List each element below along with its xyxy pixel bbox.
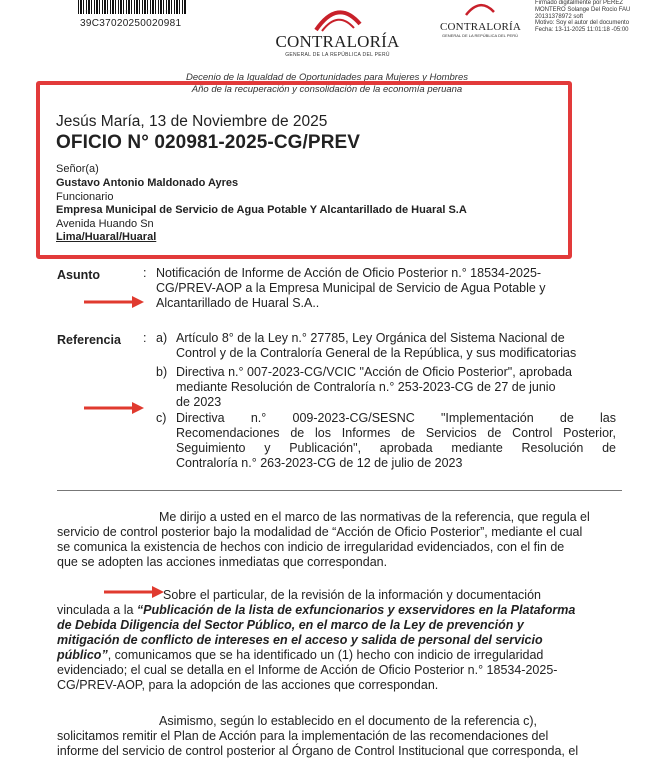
- asunto-line: CG/PREV-AOP a la Empresa Municipal de Servicio de Agua Potable y: [156, 281, 546, 295]
- small-logo-subtitle: GENERAL DE LA REPÚBLICA DEL PERÚ: [442, 33, 518, 38]
- ref-line: mediante Resolución de Contraloría n.° 253-2023-CG de 27 de junio: [176, 380, 556, 394]
- signature-line: Motivo: Soy el autor del documento: [535, 20, 630, 27]
- recipient-salutation: Señor(a): [56, 163, 99, 175]
- para-text: , comunicamos que se ha identificado un (1) hecho con indicio de irregularidad: [107, 648, 544, 662]
- para-line: de Debida Diligencia del Sector Público, en el marco de la Ley de prevención y: [57, 618, 524, 632]
- arrow-icon: [84, 296, 144, 308]
- ref-item-c: [176, 411, 616, 471]
- para-text: vinculada a la: [57, 603, 137, 617]
- recipient-name: Gustavo Antonio Maldonado Ayres: [56, 177, 239, 189]
- letter-date: Jesús María, 13 de Noviembre de 2025: [56, 113, 328, 130]
- para-line: solicitamos remitir el Plan de Acción para la implementación de las recomendaciones del: [57, 729, 549, 743]
- publication-title: “Publicación de la lista de exfuncionarios y exservidores en la Plataforma: [136, 603, 576, 617]
- ref-line: Artículo 8° de la Ley n.° 27785, Ley Orgánica del Sistema Nacional de: [176, 331, 565, 345]
- ref-line: Directiva n.° 007-2023-CG/VCIC "Acción de Oficio Posterior", aprobada: [176, 365, 572, 379]
- divider: [57, 490, 622, 491]
- ref-marker-a: a): [156, 331, 168, 345]
- recipient-address: Avenida Huando Sn: [56, 218, 154, 230]
- ref-line: Control y de la Contraloría General de la República, y sus modificatorias: [176, 346, 577, 360]
- small-logo-swoosh-icon: [462, 0, 498, 16]
- logo-subtitle: GENERAL DE LA REPÚBLICA DEL PERÚ: [285, 52, 390, 58]
- logo-swoosh-icon: [308, 4, 368, 34]
- para-line: [57, 648, 622, 663]
- asunto-line: Alcantarillado de Huaral S.A..: [156, 296, 320, 310]
- para-line: Me dirijo a usted en el marco de las normativas de la referencia, que regula el: [159, 510, 590, 524]
- asunto-text: [156, 266, 616, 311]
- ref-line: Directiva n.° 009-2023-CG/SESNC "Implementación de las: [176, 411, 616, 425]
- ref-line: Contraloría n.° 263-2023-CG de 12 de julio de 2023: [176, 456, 463, 470]
- barcode: [78, 0, 186, 14]
- ref-line: de 2023: [176, 395, 222, 409]
- ref-marker-c: c): [156, 411, 167, 425]
- asunto-label: Asunto: [57, 268, 101, 282]
- para-line: [57, 603, 622, 618]
- barcode-number: 39C37020250020981: [80, 18, 182, 29]
- decenio-line: Decenio de la Igualdad de Oportunidades para Mujeres y Hombres: [186, 72, 468, 83]
- digital-signature: [535, 0, 653, 34]
- ref-marker-b: b): [156, 365, 168, 379]
- signature-line: MONTERO Solange Del Rocio FAU: [535, 6, 631, 13]
- ref-item-a: [176, 331, 616, 361]
- para-line: se comunica la existencia de hechos con indicio de irregularidad evidenciados, con el fin de: [57, 540, 565, 554]
- referencia-colon: :: [143, 331, 147, 345]
- paragraph-2: [57, 588, 622, 693]
- logo-name: CONTRALORÍA: [275, 32, 400, 51]
- recipient-entity: Empresa Municipal de Servicio de Agua Potable Y Alcantarillado de Huaral S.A: [56, 204, 467, 216]
- small-logo-name: CONTRALORÍA: [440, 21, 522, 33]
- para-line: evidenciado; el cual se detalla en el Informe de Acción de Oficio Posterior n.° 18534-2025-: [57, 663, 558, 677]
- para-line: Asimismo, según lo establecido en el documento de la referencia c),: [159, 714, 537, 728]
- para-line: Sobre el particular, de la revisión de la información y documentación: [163, 588, 541, 602]
- ref-line: Recomendaciones de los Informes de Servicios de Control Posterior,: [176, 426, 616, 440]
- recipient-role: Funcionario: [56, 191, 114, 203]
- para-line: mitigación de conflicto de intereses en el acceso y salida de personal del servicio: [57, 633, 543, 647]
- referencia-label: Referencia: [57, 333, 121, 347]
- para-line: informe del servicio de control posterior al Órgano de Control Institucional que corresponda, el: [57, 744, 579, 758]
- para-line: que se adopten las acciones inmediatas que correspondan.: [57, 555, 388, 569]
- para-line: CG/PREV-AOP, para la adopción de las acciones que correspondan.: [57, 678, 439, 692]
- year-motto-line: Año de la recuperación y consolidación de la economía peruana: [191, 84, 463, 95]
- ref-item-b: [176, 365, 616, 410]
- contraloria-small-logo: [440, 0, 520, 38]
- recipient-city: Lima/Huaral/Huaral: [56, 231, 157, 243]
- paragraph-3: [57, 714, 622, 759]
- contraloria-logo: [270, 4, 405, 58]
- paragraph-1: [57, 510, 622, 570]
- oficio-number: OFICIO N° 020981-2025-CG/PREV: [56, 132, 361, 153]
- asunto-line: Notificación de Informe de Acción de Oficio Posterior n.° 18534-2025-: [156, 266, 542, 280]
- signature-line: 20131378972 soft: [535, 13, 584, 20]
- para-line: servicio de control posterior bajo la modalidad de “Acción de Oficio Posterior”, mediante el cual: [57, 525, 583, 539]
- signature-line: Fecha: 13-11-2025 11:01:18 -05:00: [535, 27, 629, 34]
- asunto-colon: :: [143, 266, 147, 280]
- ref-line: Seguimiento y Publicación", aprobada mediante Resolución de: [176, 441, 616, 455]
- publication-title-end: público”: [57, 648, 108, 662]
- arrow-icon: [84, 402, 144, 414]
- signature-line: Firmado digitalmente por PEREZ: [535, 0, 624, 6]
